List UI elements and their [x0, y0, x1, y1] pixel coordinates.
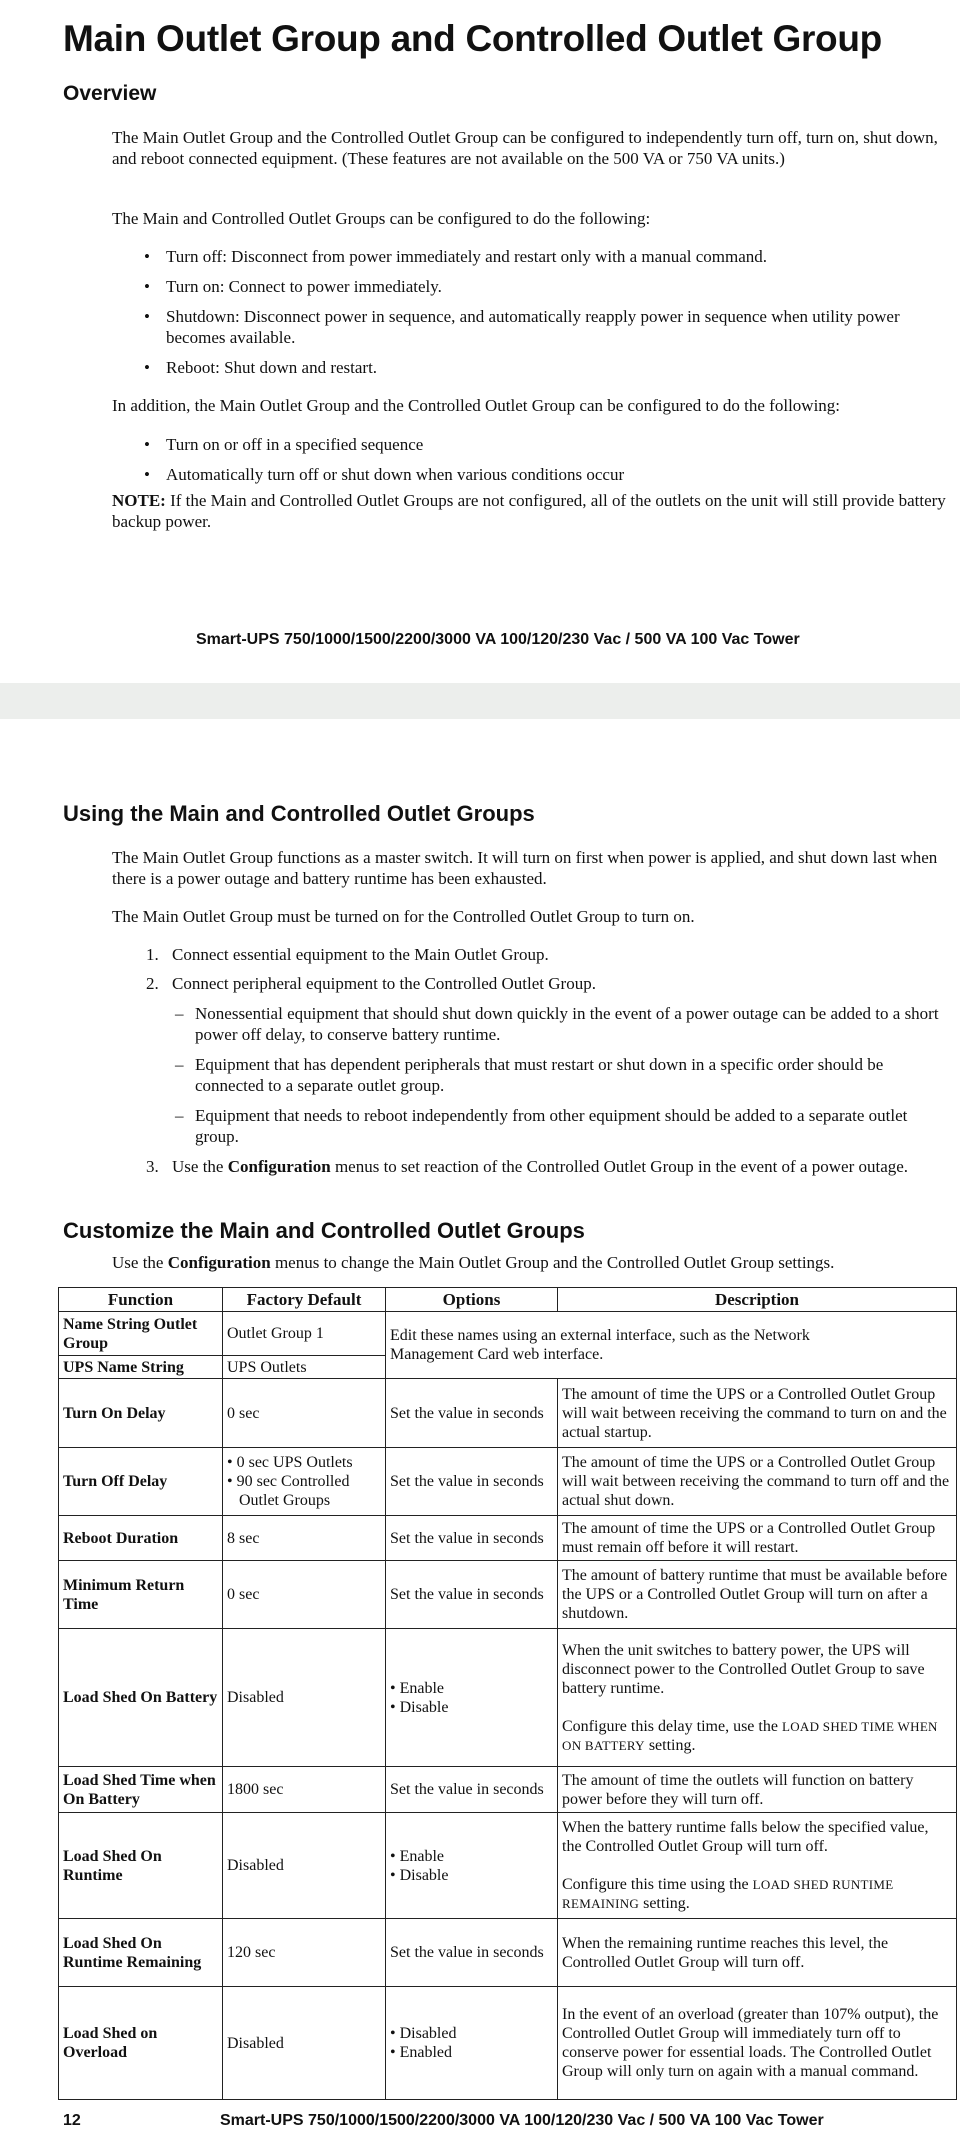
list-item: • Shutdown: Disconnect power in sequence, and automatically reapply power in sequence when utility power becomes available.	[144, 307, 900, 347]
options-cell: Set the value in seconds	[386, 1767, 558, 1813]
page-number: 12	[63, 2112, 81, 2129]
customize-heading: Customize the Main and Controlled Outlet Groups	[63, 1218, 585, 1243]
note-paragraph: NOTE: If the Main and Controlled Outlet Groups are not configured, all of the outlets on the unit will still provide battery backup power.	[112, 491, 946, 531]
table-row	[59, 1919, 957, 1987]
outlet-settings-table	[58, 1287, 957, 2100]
default-cell: Disabled	[223, 1987, 386, 2100]
customize-paragraph: Use the Configuration menus to change the Main Outlet Group and the Controlled Outlet Group settings.	[112, 1253, 835, 1272]
overview-paragraph-2: The Main and Controlled Outlet Groups can be configured to do the following:	[112, 209, 651, 228]
function-cell: Turn Off Delay	[59, 1448, 223, 1516]
function-cell: UPS Name String	[59, 1356, 223, 1379]
merged-description-cell: Edit these names using an external interface, such as the Network Management Card web interface.	[386, 1312, 957, 1379]
sub-list-item: – Equipment that needs to reboot independently from other equipment should be added to a separate outlet group.	[175, 1106, 908, 1146]
options-cell: Set the value in seconds	[386, 1448, 558, 1516]
default-cell: UPS Outlets	[223, 1356, 386, 1379]
description-cell: The amount of time the UPS or a Controlled Outlet Group must remain off before it will restart.	[558, 1516, 957, 1561]
default-cell: Disabled	[223, 1813, 386, 1919]
default-cell: 0 sec	[223, 1379, 386, 1448]
default-cell: 1800 sec	[223, 1767, 386, 1813]
table-row	[59, 1448, 957, 1516]
function-cell: Minimum Return Time	[59, 1561, 223, 1629]
options-cell: • Disabled • Enabled	[386, 1987, 558, 2100]
overview-heading: Overview	[63, 82, 157, 105]
description-cell: When the battery runtime falls below the specified value, the Controlled Outlet Group will turn off. Configure this time using the LOAD SHED RUNTIME REMAINING setting.	[558, 1813, 957, 1919]
function-cell: Load Shed On Runtime Remaining	[59, 1919, 223, 1987]
function-cell: Reboot Duration	[59, 1516, 223, 1561]
sub-list-item: – Nonessential equipment that should shut down quickly in the event of a power outage can be added to a short power off delay, to conserve battery runtime.	[175, 1004, 939, 1044]
function-cell: Load Shed On Battery	[59, 1629, 223, 1767]
overview-paragraph-3: In addition, the Main Outlet Group and the Controlled Outlet Group can be configured to do the following:	[112, 396, 841, 415]
default-cell: Outlet Group 1	[223, 1312, 386, 1356]
default-cell: 120 sec	[223, 1919, 386, 1987]
table-row	[59, 1987, 957, 2100]
options-cell: • Enable • Disable	[386, 1629, 558, 1767]
default-cell: • 0 sec UPS Outlets • 90 sec Controlled Outlet Groups	[223, 1448, 386, 1516]
default-cell: Disabled	[223, 1629, 386, 1767]
list-item: • Turn on or off in a specified sequence	[144, 435, 424, 454]
page-title: Main Outlet Group and Controlled Outlet Group	[63, 18, 882, 59]
table-row	[59, 1379, 957, 1448]
description-cell: The amount of time the outlets will function on battery power before they will turn off.	[558, 1767, 957, 1813]
table-row	[59, 1312, 957, 1356]
description-cell: The amount of battery runtime that must be available before the UPS or a Controlled Outlet Group will turn on after a shutdown.	[558, 1561, 957, 1629]
page-separator	[0, 683, 960, 719]
column-header: Description	[558, 1288, 957, 1312]
table-row	[59, 1516, 957, 1561]
list-item: • Turn on: Connect to power immediately.	[144, 277, 442, 296]
options-cell: Set the value in seconds	[386, 1919, 558, 1987]
page-footer: Smart-UPS 750/1000/1500/2200/3000 VA 100/120/230 Vac / 500 VA 100 Vac Tower	[196, 631, 800, 648]
page-1	[0, 0, 960, 683]
function-cell: Name String Outlet Group	[59, 1312, 223, 1356]
default-cell: 8 sec	[223, 1516, 386, 1561]
column-header: Factory Default	[223, 1288, 386, 1312]
description-cell: When the unit switches to battery power, the UPS will disconnect power to the Controlled Outlet Group to save battery runtime. Configure this delay time, use the LOAD SHED TIME WHEN ON BATTERY setting.	[558, 1629, 957, 1767]
default-cell: 0 sec	[223, 1561, 386, 1629]
table-row	[59, 1629, 957, 1767]
using-heading: Using the Main and Controlled Outlet Groups	[63, 801, 535, 826]
overview-paragraph-1: The Main Outlet Group and the Controlled Outlet Group can be configured to independently turn off, turn on, shut down, and reboot connected equipment. (These features are not available on the 500 VA or 750 VA units.)	[112, 128, 938, 168]
description-cell: The amount of time the UPS or a Controlled Outlet Group will wait between receiving the command to turn off and the actual shut down.	[558, 1448, 957, 1516]
list-item: • Reboot: Shut down and restart.	[144, 358, 378, 377]
using-paragraph-1: The Main Outlet Group functions as a master switch. It will turn on first when power is applied, and shut down last when there is a power outage and battery runtime has been exhausted.	[112, 848, 938, 888]
step-item: 3. Use the Configuration menus to set reaction of the Controlled Outlet Group in the event of a power outage.	[146, 1157, 909, 1176]
table-header-row	[59, 1288, 957, 1312]
table-row	[59, 1561, 957, 1629]
column-header: Options	[386, 1288, 558, 1312]
options-cell: Set the value in seconds	[386, 1379, 558, 1448]
function-cell: Load Shed On Runtime	[59, 1813, 223, 1919]
sub-list-item: – Equipment that has dependent peripherals that must restart or shut down in a specific order should be connected to a separate outlet group.	[175, 1055, 884, 1095]
list-item: • Automatically turn off or shut down when various conditions occur	[144, 465, 625, 484]
options-cell: Set the value in seconds	[386, 1516, 558, 1561]
function-cell: Load Shed on Overload	[59, 1987, 223, 2100]
step-item: 2. Connect peripheral equipment to the Controlled Outlet Group.	[146, 974, 596, 993]
options-cell: Set the value in seconds	[386, 1561, 558, 1629]
function-cell: Turn On Delay	[59, 1379, 223, 1448]
column-header: Function	[59, 1288, 223, 1312]
options-cell: • Enable • Disable	[386, 1813, 558, 1919]
page-footer: Smart-UPS 750/1000/1500/2200/3000 VA 100/120/230 Vac / 500 VA 100 Vac Tower	[220, 2112, 824, 2129]
table-row	[59, 1767, 957, 1813]
list-item: • Turn off: Disconnect from power immediately and restart only with a manual command.	[144, 247, 768, 266]
table-row	[59, 1813, 957, 1919]
description-cell: When the remaining runtime reaches this level, the Controlled Outlet Group will turn off.	[558, 1919, 957, 1987]
description-cell: The amount of time the UPS or a Controlled Outlet Group will wait between receiving the command to turn on and the actual startup.	[558, 1379, 957, 1448]
function-cell: Load Shed Time when On Battery	[59, 1767, 223, 1813]
step-item: 1. Connect essential equipment to the Main Outlet Group.	[146, 945, 549, 964]
using-paragraph-2: The Main Outlet Group must be turned on for the Controlled Outlet Group to turn on.	[112, 907, 695, 926]
description-cell: In the event of an overload (greater than 107% output), the Controlled Outlet Group will immediately turn off to conserve power for essential loads. The Controlled Outlet Group will only turn on again with a manual command.	[558, 1987, 957, 2100]
